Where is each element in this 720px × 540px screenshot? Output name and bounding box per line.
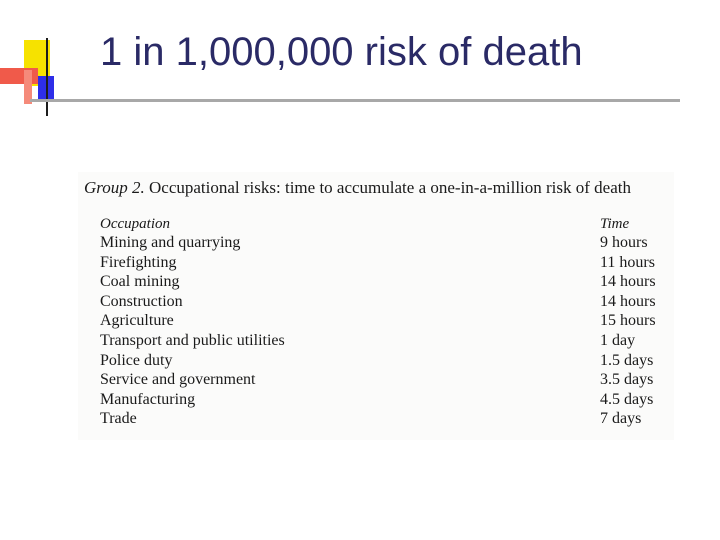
occupation-cell: Construction: [100, 293, 183, 310]
occupation-cell: Transport and public utilities: [100, 332, 285, 349]
title-underline: [30, 99, 680, 102]
time-cell: 4.5 days: [600, 391, 654, 408]
column-header-occupation: Occupation: [100, 216, 170, 232]
time-cell: 11 hours: [600, 254, 655, 271]
slide-title: 1 in 1,000,000 risk of death: [100, 30, 583, 74]
occupation-cell: Police duty: [100, 352, 173, 369]
decor-vertical-line: [46, 38, 48, 116]
time-cell: 3.5 days: [600, 371, 654, 388]
table-heading-text: Occupational risks: time to accumulate a one-in-a-million risk of death: [144, 178, 632, 197]
table-row: [78, 410, 674, 430]
time-cell: 1 day: [600, 332, 636, 349]
table-row: [78, 391, 674, 411]
table-row: [78, 273, 674, 293]
table-row: [78, 234, 674, 254]
occupation-cell: Manufacturing: [100, 391, 196, 408]
decor-red-bar: [0, 68, 38, 84]
table-heading: [84, 178, 631, 198]
table-row: [78, 332, 674, 352]
occupation-cell: Coal mining: [100, 273, 180, 290]
table-row: [78, 371, 674, 391]
time-cell: 14 hours: [600, 293, 656, 310]
occupation-cell: Mining and quarrying: [100, 234, 241, 251]
table-row: [78, 293, 674, 313]
occupational-risk-table: [78, 172, 674, 440]
table-heading-group: Group 2.: [84, 178, 145, 197]
table-row: [78, 312, 674, 332]
occupation-cell: Firefighting: [100, 254, 177, 271]
time-cell: 1.5 days: [600, 352, 654, 369]
occupation-cell: Trade: [100, 410, 137, 427]
table-row: [78, 254, 674, 274]
column-header-time: Time: [600, 216, 630, 232]
time-cell: 7 days: [600, 410, 642, 427]
occupation-cell: Agriculture: [100, 312, 174, 329]
time-cell: 14 hours: [600, 273, 656, 290]
time-cell: 9 hours: [600, 234, 648, 251]
occupation-cell: Service and government: [100, 371, 256, 388]
table-row: [78, 352, 674, 372]
time-cell: 15 hours: [600, 312, 656, 329]
